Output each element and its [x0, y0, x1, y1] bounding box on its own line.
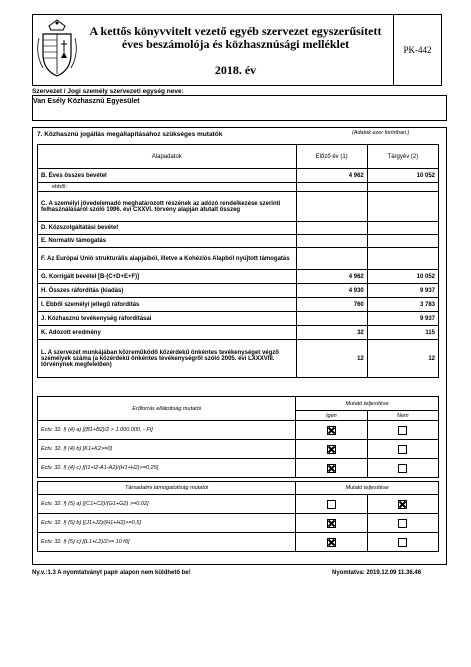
row-prev	[296, 248, 367, 270]
row-current: 115	[367, 326, 438, 340]
no-cell	[367, 459, 438, 478]
row-label: H. Összes ráfordítás (kiadás)	[38, 284, 297, 298]
row-label: E. Normatív támogatás	[38, 235, 297, 248]
checkmark-x-icon	[327, 519, 336, 528]
organization-name: Van Esély Közhasznú Egyesület	[33, 98, 140, 105]
empty-checkbox-icon	[327, 500, 336, 509]
table-row	[38, 248, 439, 270]
hungarian-coat-of-arms-icon	[35, 18, 79, 80]
no-cell	[367, 421, 438, 440]
row-current: 9 937	[367, 284, 438, 298]
yes-header: Igen	[296, 411, 367, 421]
row-label: J. Közhasznú tevékenység ráfordításai	[38, 312, 297, 326]
no-checkbox[interactable]	[398, 538, 407, 547]
row-current	[367, 183, 438, 192]
form-title	[83, 25, 388, 51]
no-checkbox[interactable]	[398, 464, 407, 473]
table-row	[38, 298, 439, 312]
table-row	[38, 222, 439, 235]
social-fulfil-header: Mutató teljesítése	[296, 482, 439, 495]
indicator-label: Ectv. 32. § (5) a) [(C1+C2)/(G1+G2) >=0,02]	[38, 495, 296, 514]
yes-checkbox[interactable]	[327, 500, 336, 509]
row-prev: 4 930	[296, 284, 367, 298]
resource-title: Erőforrás ellátottság mutatói	[38, 397, 296, 421]
form-title-line2: éves beszámolója és közhasznúsági melléklet	[121, 37, 350, 51]
row-current: 10 052	[367, 169, 438, 183]
row-current: 9 937	[367, 312, 438, 326]
yes-cell	[296, 459, 367, 478]
no-cell	[367, 440, 438, 459]
table-row	[38, 312, 439, 326]
row-label: L. A szervezet munkájában közreműködő közérdekű önkéntes tevékenységet végző személyek száma (a közérdekű önkéntes tevékenységről szóló 2005. évi LXXXVIII. törvénynek megfelelően)	[38, 340, 297, 378]
no-checkbox[interactable]	[398, 426, 407, 435]
row-label: D. Közszolgáltatási bevétel	[38, 222, 297, 235]
table-row	[38, 169, 439, 183]
row-current: 3 783	[367, 298, 438, 312]
row-prev: 32	[296, 326, 367, 340]
row-prev: 760	[296, 298, 367, 312]
row-prev	[296, 222, 367, 235]
header-current-year: Tárgyév (2)	[367, 145, 438, 169]
table-row	[38, 514, 439, 533]
row-current	[367, 235, 438, 248]
yes-checkbox[interactable]	[327, 445, 336, 454]
table-row	[38, 284, 439, 298]
indicator-label: Ectv. 32. § (4) a) [(B1+B2)/2 > 1.000.000, - Ft]	[38, 421, 296, 440]
no-checkbox[interactable]	[398, 445, 407, 454]
social-header-row	[38, 482, 439, 495]
social-indicators-table	[37, 481, 439, 552]
resource-fulfil-header: Mutató teljesítése	[296, 397, 439, 411]
row-current: 10 052	[367, 270, 438, 284]
resource-indicators-table	[37, 396, 439, 478]
no-cell	[367, 514, 438, 533]
table-row	[38, 270, 439, 284]
yes-cell	[296, 495, 367, 514]
table-row	[38, 183, 439, 192]
checkmark-x-icon	[327, 426, 336, 435]
indicator-label: Ectv. 32. § (4) c) [(I1+I2-A1-A2)/(H1+H2)>=0,25]	[38, 459, 296, 478]
table-row	[38, 192, 439, 222]
checkmark-x-icon	[327, 445, 336, 454]
checkmark-x-icon	[398, 500, 407, 509]
no-checkbox[interactable]	[398, 500, 407, 509]
row-prev	[296, 312, 367, 326]
unit-note: (Adatok ezer forintban.)	[352, 130, 410, 136]
organization-label: Szervezet / Jogi személy szervezeti egység neve:	[32, 88, 184, 95]
table-row	[38, 440, 439, 459]
yes-checkbox[interactable]	[327, 426, 336, 435]
empty-checkbox-icon	[398, 538, 407, 547]
table-row	[38, 340, 439, 378]
footer-note: Ny.v.:1.3 A nyomtatványt papír alapon nem küldhető be!	[32, 570, 191, 576]
form-title-line1: A kettős könyvvitelt vezető egyéb szervezet egyszerűsített	[89, 24, 382, 38]
checkmark-x-icon	[327, 464, 336, 473]
row-prev: 12	[296, 340, 367, 378]
empty-checkbox-icon	[398, 519, 407, 528]
row-label: K. Adózott eredmény	[38, 326, 297, 340]
row-prev	[296, 183, 367, 192]
no-header: Nem	[367, 411, 438, 421]
yes-cell	[296, 533, 367, 552]
form-year: 2018. év	[214, 63, 257, 77]
row-label: G. Korrigált bevétel [B-(C+D+E+F)]	[38, 270, 297, 284]
row-label: ebből:	[38, 183, 297, 192]
row-label: B. Éves összes bevétel	[38, 169, 297, 183]
table-row	[38, 533, 439, 552]
row-current	[367, 222, 438, 235]
indicator-label: Ectv. 32. § (5) b) [(J1+J2)/(H1+H2)>=0,5]	[38, 514, 296, 533]
resource-header-row	[38, 397, 439, 411]
yes-cell	[296, 440, 367, 459]
organization-box	[32, 95, 447, 121]
header-basis: Alapadatok	[38, 145, 297, 169]
table-row	[38, 495, 439, 514]
table-row	[38, 235, 439, 248]
row-prev: 4 962	[296, 169, 367, 183]
row-current	[367, 192, 438, 222]
row-current: 12	[367, 340, 438, 378]
yes-checkbox[interactable]	[327, 538, 336, 547]
social-title: Társadalmi támogatottság mutatói	[38, 482, 296, 495]
indicator-label: Ectv. 32. § (5) c) [(L1+L2)/2>= 10 fő]	[38, 533, 296, 552]
basis-data-table	[37, 144, 439, 378]
row-label: C. A személyi jövedelemadó meghatározott részének az adózó rendelkezése szerinti felhasználásáról szóló 1996. évi CXXVI. törvény alapján átutalt összeg	[38, 192, 297, 222]
row-label: F. Az Európai Unió strukturális alapjaiból, illetve a Kohéziós Alapból nyújtott támogatás	[38, 248, 297, 270]
header-prev-year: Előző év (1)	[296, 145, 367, 169]
table-row	[38, 459, 439, 478]
checkmark-x-icon	[327, 538, 336, 547]
yes-cell	[296, 421, 367, 440]
row-label: I. Ebből személyi jellegű ráfordítás	[38, 298, 297, 312]
empty-checkbox-icon	[398, 426, 407, 435]
row-current	[367, 248, 438, 270]
print-timestamp: Nyomtatva: 2019.12.09 11.36.46	[332, 570, 422, 576]
row-prev	[296, 235, 367, 248]
table-row	[38, 326, 439, 340]
yes-checkbox[interactable]	[327, 519, 336, 528]
yes-cell	[296, 514, 367, 533]
yes-checkbox[interactable]	[327, 464, 336, 473]
table-header-row	[38, 145, 439, 169]
empty-checkbox-icon	[398, 464, 407, 473]
empty-checkbox-icon	[398, 445, 407, 454]
table-row	[38, 421, 439, 440]
form-header	[32, 14, 442, 86]
row-prev	[296, 192, 367, 222]
row-prev: 4 962	[296, 270, 367, 284]
no-cell	[367, 533, 438, 552]
indicator-label: Ectv. 32. § (4) b) [K1+K2>=0]	[38, 440, 296, 459]
no-cell	[367, 495, 438, 514]
no-checkbox[interactable]	[398, 519, 407, 528]
form-code: PK-442	[403, 45, 432, 55]
section-title: 7. Közhasznú jogállás megállapításához szükséges mutatók	[37, 131, 223, 138]
